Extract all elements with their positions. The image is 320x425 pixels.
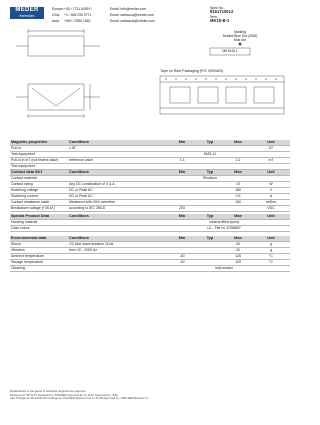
row-label: Cleaning (10, 266, 68, 272)
header-max: Max (224, 170, 252, 176)
contact-phone: +852 / 2955 1682 (64, 19, 91, 23)
header-min: Min (168, 140, 196, 146)
table-row (10, 206, 290, 212)
row-max: 0,5 (224, 194, 252, 200)
row-unit: mT (252, 158, 290, 164)
technical-drawing (10, 26, 290, 136)
environmental-data-table (10, 236, 290, 272)
header-unit: Unit (252, 140, 290, 146)
row-conditions: Measured with 40% overdrive (68, 200, 168, 206)
header-max: Max (224, 236, 252, 242)
contact-email[interactable]: Email: salesasia@meder.com (110, 19, 155, 23)
spec-no-value: 9151710012 (210, 9, 234, 15)
row-label: Contact material (10, 176, 68, 182)
row-min (168, 266, 196, 272)
row-unit: g (252, 242, 290, 248)
row-max: 2.2 (224, 158, 252, 164)
row-conditions: Any DC combination of V & A (68, 182, 168, 188)
header-typ: Typ (196, 140, 224, 146)
contact-row-asia (52, 18, 202, 24)
row-unit (252, 266, 290, 272)
table-row (10, 164, 290, 170)
row-unit: V (252, 188, 290, 194)
contact-region: Asia: (52, 19, 60, 23)
header-conditions: Conditions (68, 170, 168, 176)
table-title: Environmental data (10, 236, 68, 242)
row-label: Pull-In (10, 146, 68, 152)
marking-line-2: blue dot (233, 38, 247, 42)
header-conditions: Conditions (68, 140, 168, 146)
row-max: 30 (224, 242, 252, 248)
contact-phone: +1 / 508 295 0771 (64, 13, 92, 17)
contact-region: Europe: (52, 7, 64, 11)
contact-region: USA: (52, 13, 60, 17)
header-min: Min (168, 236, 196, 242)
row-max (224, 206, 252, 212)
row-conditions: 1 AT (68, 146, 168, 152)
magnetic-properties-table (10, 140, 290, 170)
row-label: Pull-in in mT (not tested value) (10, 158, 68, 164)
row-typ (196, 164, 224, 170)
package-side-view (28, 84, 84, 110)
table-title: Special Product Data (10, 214, 68, 220)
company-logo (10, 7, 44, 19)
special-product-data-table (10, 214, 290, 232)
table-title: Contact data 65/1 (10, 170, 68, 176)
row-label: Switching voltage (10, 188, 68, 194)
marking-box-text: MK15-B-1 (222, 49, 238, 53)
header-typ: Typ (196, 170, 224, 176)
marking-title: Marking (233, 30, 247, 34)
header-unit: Unit (252, 236, 290, 242)
row-min: -40 (168, 260, 196, 266)
row-unit (252, 164, 290, 170)
contact-email[interactable]: Email: info@meder.com (110, 7, 147, 11)
row-typ: KMS-11 (196, 152, 224, 158)
row-conditions: DC or Peak AC (68, 188, 168, 194)
row-label: Storage temperature (10, 260, 68, 266)
row-conditions: according to IEC 255-5 (68, 206, 168, 212)
row-unit: A (252, 194, 290, 200)
row-typ: fully sealed (196, 266, 252, 272)
logo-line1: MEDER (15, 7, 39, 13)
footer-change-line: Last Change at: 06.10.08 Last Change by: PHASER Approved at: 11.11.08 Approved by: JHEYSER Revision: 6 (10, 396, 148, 401)
row-conditions (68, 266, 168, 272)
table-title: Magnetic properties (10, 140, 68, 146)
header-min: Min (168, 214, 196, 220)
row-typ: UL - File Nr. E158867 (196, 226, 252, 232)
row-conditions (68, 226, 168, 232)
item-value: MK15-B-1 (210, 18, 230, 24)
header-unit: Unit (252, 170, 290, 176)
row-min: 200 (168, 206, 196, 212)
row-label: Case colour (10, 226, 68, 232)
row-unit: °C (252, 254, 290, 260)
header-conditions: Conditions (68, 214, 168, 220)
marking-line-1: Sealed Blue Dot (SBD) (222, 34, 258, 38)
row-unit: °C (252, 260, 290, 266)
row-typ (196, 206, 224, 212)
row-max: 125 (224, 260, 252, 266)
document-footer (10, 390, 290, 401)
row-conditions (68, 164, 168, 170)
row-unit: W (252, 182, 290, 188)
row-label: Housing material (10, 220, 68, 226)
row-conditions: from 10 - 2000 Hz (68, 248, 168, 254)
header-min: Min (168, 170, 196, 176)
drawing-svg (10, 26, 290, 136)
row-unit: g (252, 248, 290, 254)
row-conditions: DC or Peak AC (68, 194, 168, 200)
row-min (168, 164, 196, 170)
package-top-view (28, 36, 84, 56)
row-max (224, 164, 252, 170)
row-unit: AT (252, 146, 290, 152)
row-typ: mineral-filled epoxy (196, 220, 252, 226)
row-max: 20 (224, 248, 252, 254)
logo-line2: electronics (19, 14, 35, 18)
row-conditions: reference value (68, 158, 168, 164)
footer-design-line: Designed at: 08.11.07 Designed by: PHASER Approved at: 11.11.07 Approved by: JHE (10, 392, 118, 397)
row-unit: VDC (252, 206, 290, 212)
row-unit (252, 226, 290, 232)
item-label: Item: (210, 14, 218, 19)
spec-number-block (210, 6, 290, 24)
row-label: Contact resistance static (10, 200, 68, 206)
row-max: 150 (224, 200, 252, 206)
row-label: Test equipment (10, 152, 68, 158)
row-max: 125 (224, 254, 252, 260)
row-min (168, 226, 196, 232)
spec-no-label: Spec No.: (210, 6, 225, 10)
header-typ: Typ (196, 236, 224, 242)
row-label: Test equipment (10, 164, 68, 170)
packing-title: Tape on Reel Packaging (P/C 900/W/D) (160, 69, 224, 73)
row-label: Contact rating (10, 182, 68, 188)
row-min: -40 (168, 254, 196, 260)
row-label: Vibration (10, 248, 68, 254)
row-label: Ambient temperature (10, 254, 68, 260)
row-max: 10 (224, 182, 252, 188)
marking-legend (205, 30, 275, 42)
row-label: Switching current (10, 194, 68, 200)
contact-phone: +49 / 7731 8399 0 (64, 7, 92, 11)
row-label: Shock (10, 242, 68, 248)
row-min: 1.3 (168, 158, 196, 164)
row-typ: Rhodium (196, 176, 224, 182)
contact-list (52, 6, 202, 24)
row-unit: mOhm (252, 200, 290, 206)
contact-data-table (10, 170, 290, 212)
table-row (10, 226, 290, 232)
header-typ: Typ (196, 214, 224, 220)
footer-note: Modifications in the sense of technical progress are reserved (10, 389, 86, 393)
contact-email[interactable]: Email: salesusa@meder.com (110, 13, 154, 17)
row-max: 180 (224, 188, 252, 194)
document-header (10, 6, 290, 24)
row-conditions: 1/2 sine wave duration 11ms (68, 242, 168, 248)
tape-reel-drawing (160, 76, 284, 114)
header-conditions: Conditions (68, 236, 168, 242)
header-max: Max (224, 140, 252, 146)
row-label: Breakdown voltage (+25 AT) (10, 206, 68, 212)
header-max: Max (224, 214, 252, 220)
blue-dot-icon (239, 43, 242, 46)
header-unit: Unit (252, 214, 290, 220)
table-row (10, 266, 290, 272)
